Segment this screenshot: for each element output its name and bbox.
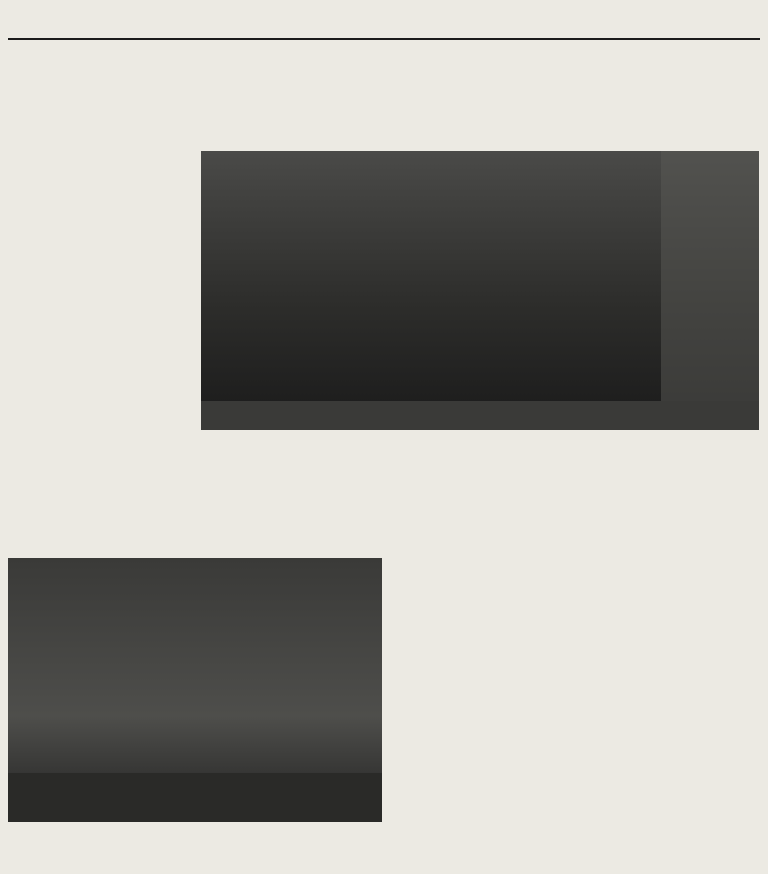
group-photo-honorees	[201, 151, 759, 430]
group-photo-promoted	[8, 558, 382, 822]
photo-honorees-image	[201, 151, 759, 430]
header-rule	[8, 38, 760, 40]
photo-promoted-image	[8, 558, 382, 822]
